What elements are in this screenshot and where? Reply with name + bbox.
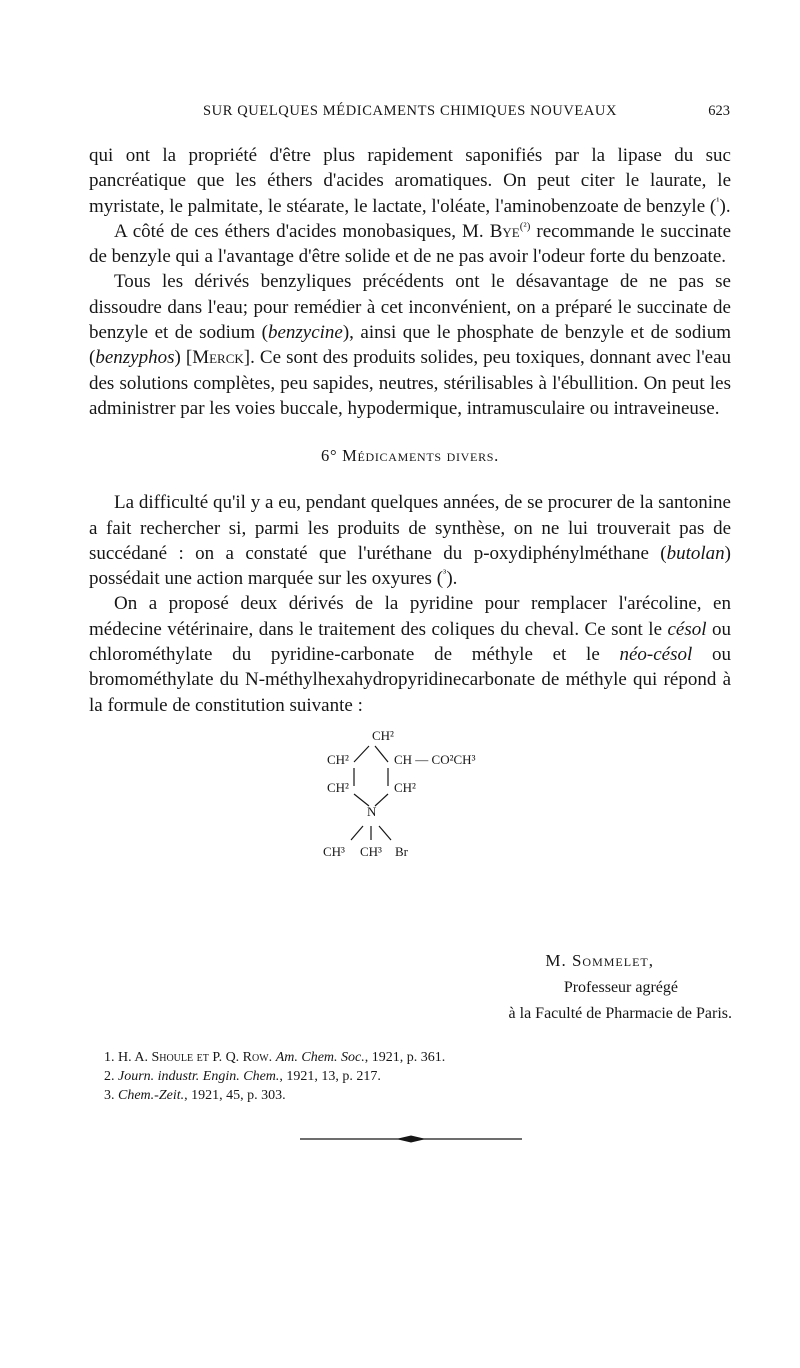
paragraph-text: ) [: [174, 347, 193, 369]
formula-sub-mid: CH³: [360, 843, 382, 859]
paragraph-text: recommande le succinate de benzyle qui a l'avantage d'être solide et de ne pas avoir l'odeur forte du benzoate.: [89, 220, 731, 268]
formula-right-lower: CH²: [394, 779, 416, 795]
signature-affiliation: à la Faculté de Pharmacie de Paris.: [508, 1005, 732, 1022]
formula-nitrogen: N: [367, 803, 377, 819]
footnote-2: [104, 1067, 704, 1086]
drug-name: butolan: [666, 542, 725, 564]
paragraph-text: Tous les dérivés benzyliques précédents ont le désavantage de ne pas se dissoudre dans l'eau; pour remédier à cet inconvénient, on a préparé le succinate de benzyle et de sodium (: [89, 271, 731, 344]
drug-name: néo-césol: [619, 644, 693, 666]
author-name: Bye: [489, 220, 520, 242]
formula-sub-right: Br: [395, 843, 408, 859]
drug-name: césol: [667, 618, 707, 640]
paragraph-text: ou chlorométhylate du pyridine-carbonate de méthyle et le: [89, 618, 732, 666]
running-header: [195, 103, 730, 125]
section-heading: [89, 446, 731, 466]
paragraph-esters: [89, 143, 731, 219]
formula-sub-left: CH³: [323, 843, 345, 859]
paragraph-text: ou bromométhylate du N-méthylhexahydropyridinecarbonate de méthyle qui répond à la formule de constitution suivante :: [89, 644, 732, 716]
paragraph-text: On a proposé deux dérivés de la pyridine pour remplacer l'arécoline, en médecine vétérinaire, dans le traitement des coliques du cheval. Ce sont le: [89, 593, 731, 640]
drug-name: benzycine: [267, 322, 343, 344]
paragraph-benzyl-derivatives: [89, 269, 731, 421]
page-number: 623: [708, 103, 730, 119]
paragraph-text: A côté de ces éthers d'acides monobasiques, M.: [114, 220, 490, 242]
paragraph-text: ).: [446, 568, 458, 590]
paragraph-pyridine: [89, 591, 731, 717]
footnote-citation: , 1921, 45, p. 303.: [184, 1088, 286, 1103]
footnote-journal: Am. Chem. Soc.: [275, 1050, 365, 1065]
formula-bonds: [351, 746, 391, 840]
footnote-journal: Chem.-Zeit.: [118, 1088, 185, 1103]
paragraph-text: qui ont la propriété d'être plus rapidement saponifiés par la lipase du suc pancréatique que les éthers d'acides aromatiques. On peut citer le laurate, le myristate, le palmitate, le stéarate, le lactate, l'oléate, l'aminobenzoate de benzyle (: [89, 145, 731, 217]
section-number: 6°: [321, 446, 338, 466]
manufacturer-name: Merck: [192, 347, 244, 369]
paragraph-bye: [89, 219, 731, 270]
footnote-number: 2.: [104, 1069, 115, 1084]
paragraph-text: ) possédait une action marquée sur les oxyures (: [89, 542, 731, 590]
drug-name: benzyphos: [95, 347, 175, 369]
formula-left-lower: CH²: [327, 779, 349, 795]
formula-left-upper: CH²: [327, 751, 349, 767]
footnote-citation: , 1921, 13, p. 217.: [279, 1069, 381, 1084]
formula-top: CH²: [372, 727, 394, 743]
body-text: [89, 143, 731, 868]
footnote-ref: ¹: [716, 195, 720, 208]
section-title: Médicaments divers.: [342, 446, 499, 466]
paragraph-text: ]. Ce sont des produits solides, peu toxiques, donnant avec l'eau des solutions complètes, peu sapides, neutres, stérilisables à l'ébullition. On peut les administrer par les voies buccale, hypodermique, intramusculaire ou intraveineuse.: [89, 347, 732, 419]
footnote-journal: Journ. industr. Engin. Chem.: [118, 1069, 280, 1084]
paragraph-text: La difficulté qu'il y a eu, pendant quelques années, de se procurer de la santonine a fait rechercher si, parmi les produits de synthèse, on ne lui trouverait pas de succédané : on a constaté que l'uréthane du p-oxydiphénylméthane (: [89, 492, 731, 564]
signature-name: M. Sommelet,: [545, 951, 654, 970]
footnote-3: [104, 1086, 704, 1105]
paragraph-text: ), ainsi que le phosphate de benzyle et de sodium (: [89, 322, 731, 369]
footnote-number: 3.: [104, 1088, 115, 1103]
paragraph-santonine: [89, 490, 731, 591]
formula-right-upper: CH — CO²CH³: [394, 751, 476, 767]
footnote-1: [104, 1048, 704, 1067]
footnote-citation: , 1921, p. 361.: [364, 1050, 446, 1065]
footnote-ref: (²): [519, 220, 531, 233]
paragraph-text: ).: [719, 195, 731, 217]
structural-formula: [89, 726, 731, 868]
formula-diagram: [89, 726, 731, 868]
footnote-number: 1.: [104, 1050, 115, 1065]
running-title: SUR QUELQUES MÉDICAMENTS CHIMIQUES NOUVEAUX: [203, 103, 618, 119]
signature-title: Professeur agrégé: [563, 979, 678, 996]
signature-block: [466, 948, 732, 1027]
footnote-author: H. A. Shoule et P. Q. Row.: [118, 1050, 273, 1065]
end-ornament-rule: [300, 1134, 522, 1144]
footnotes: [104, 1048, 704, 1105]
footnote-ref: ³: [443, 567, 447, 580]
